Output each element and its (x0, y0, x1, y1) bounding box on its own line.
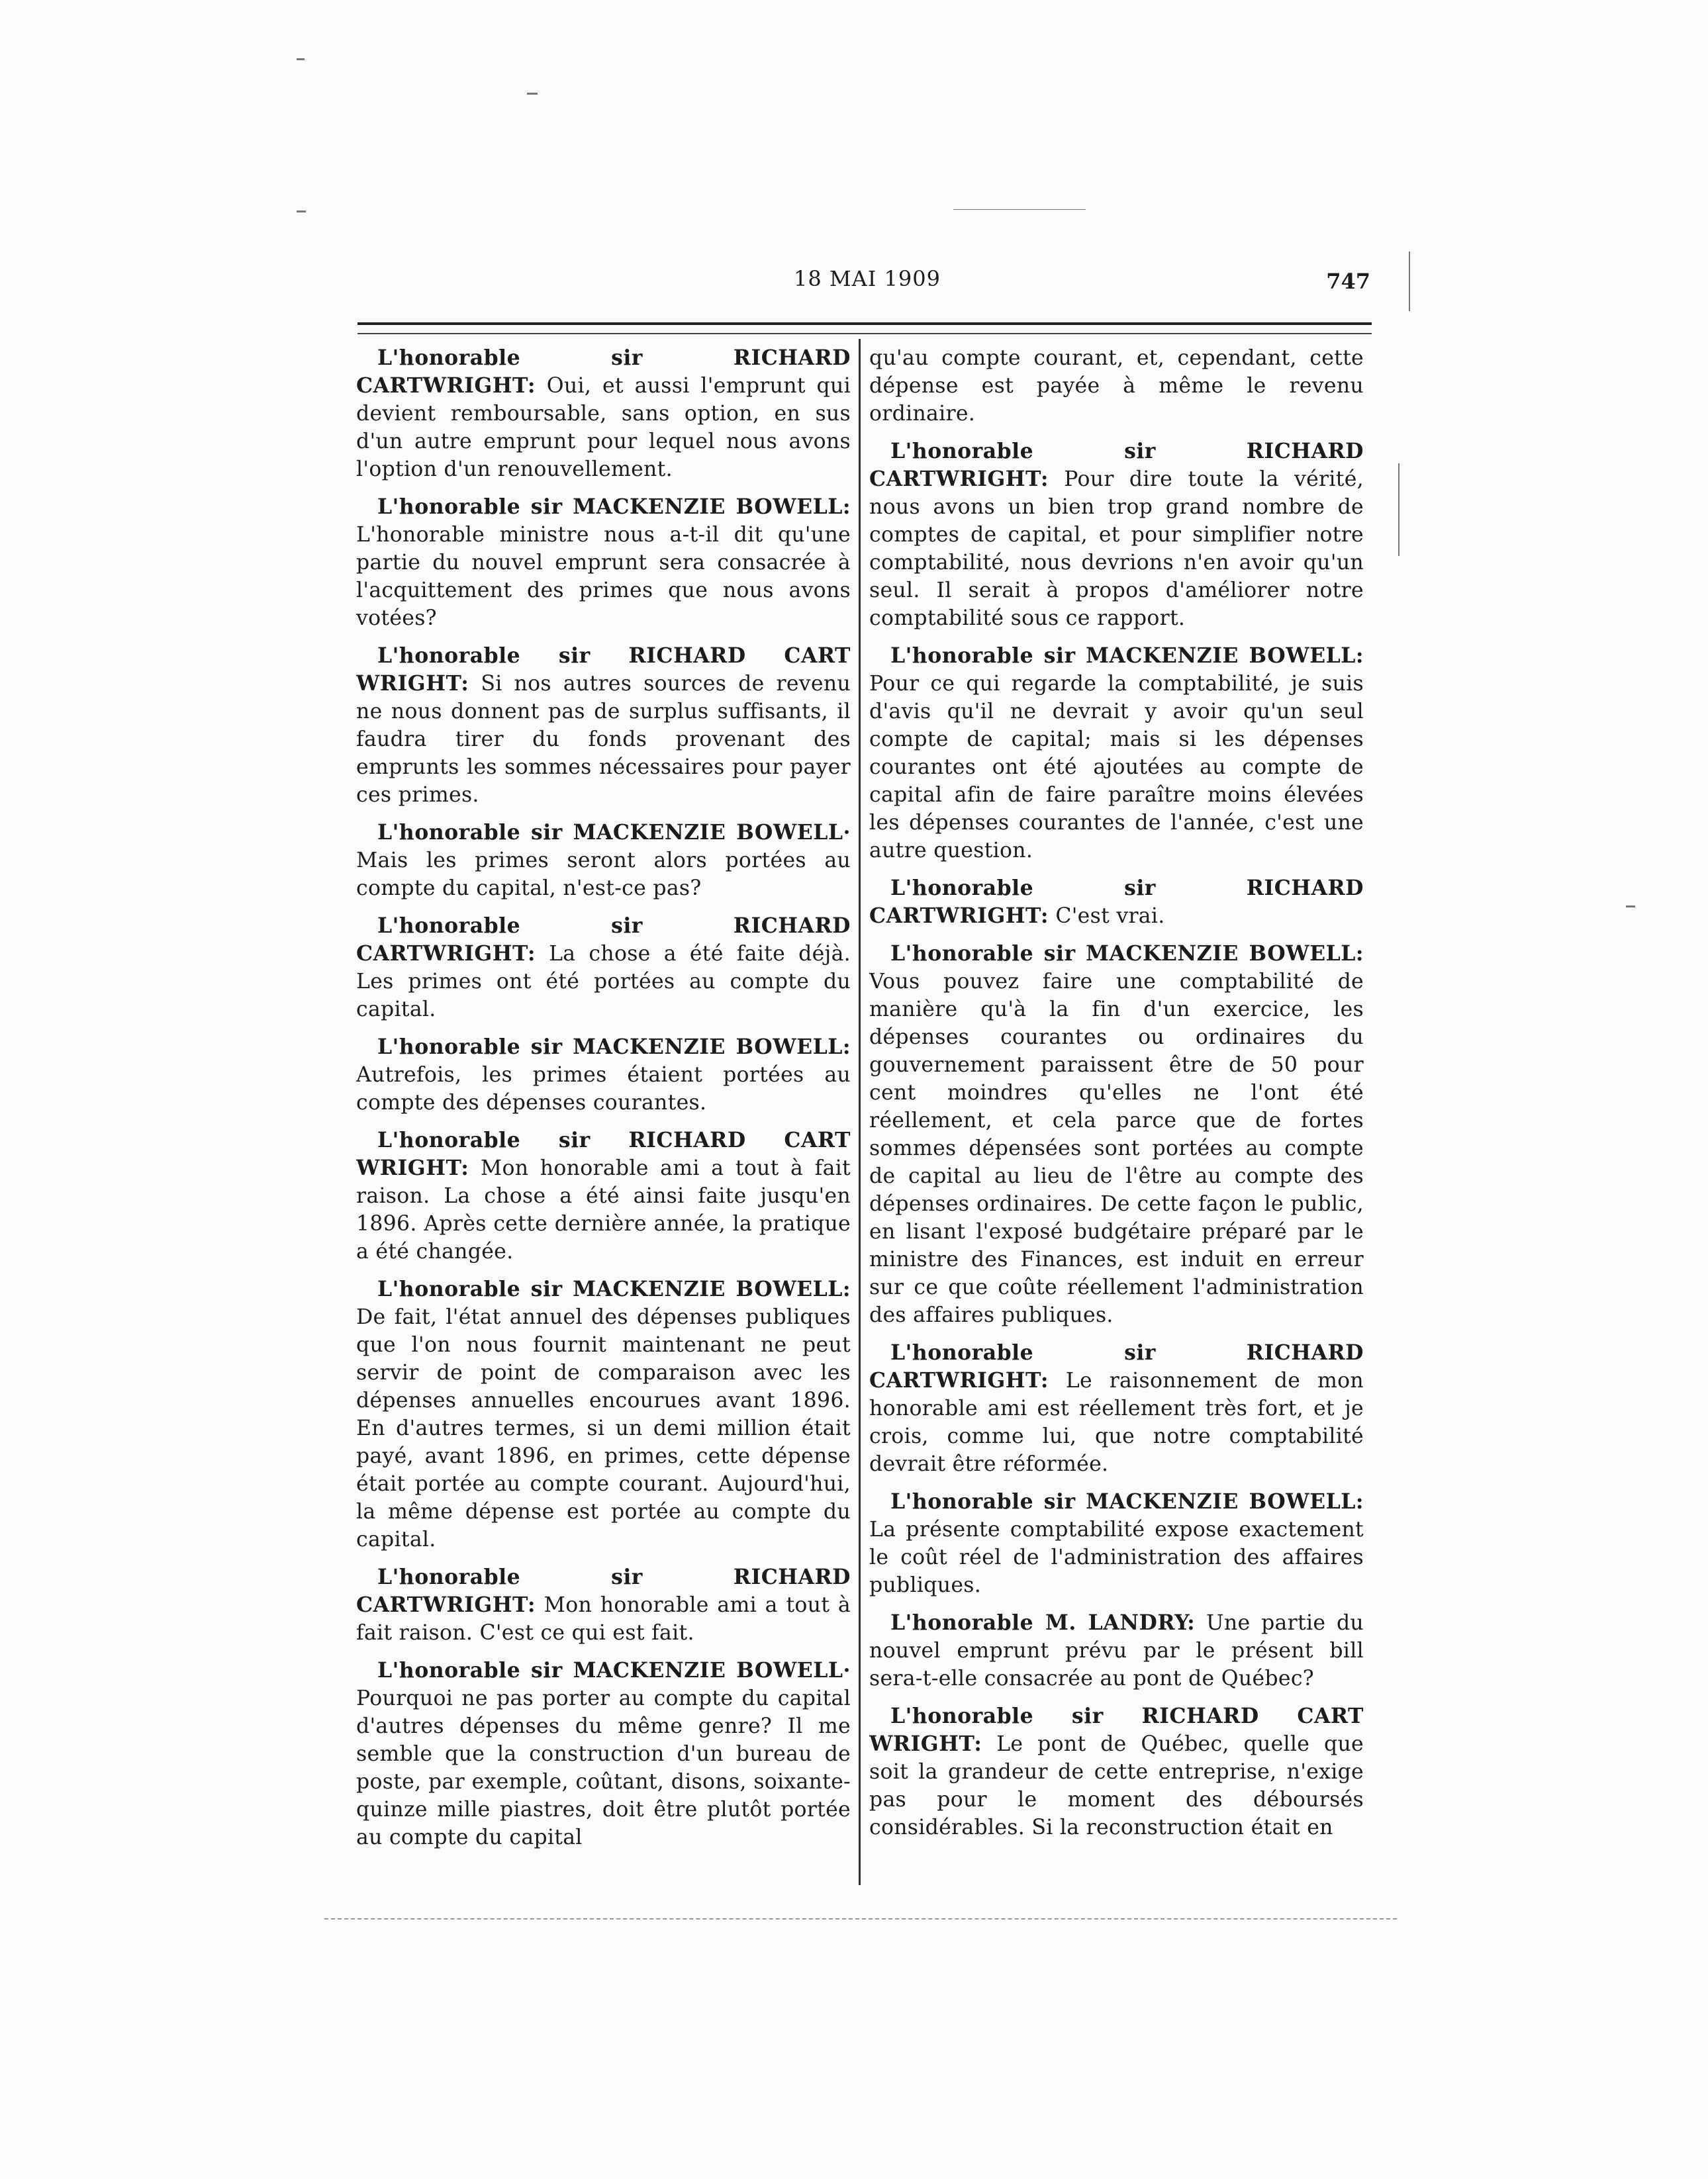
paragraph-text: De fait, l'état annuel des dépenses publiques que l'on nous fournit maintenant ne peut servir de point de comparaison avec les dépenses annuelles encourues avant 1896. En d'autres termes, si un demi million était payé, avant 1896, en primes, cette dépense était portée au compte courant. Aujourd'hui, la même dépense est portée au compte du capital. (356, 1305, 851, 1552)
speaker-name: L'honorable sir MACKENZIE BOWELL· (377, 820, 851, 845)
speaker-name: L'honorable sir MACKENZIE BOWELL: (890, 1489, 1364, 1514)
paragraph-text: Pour dire toute la vérité, nous avons un bien trop grand nombre de comptes de capital, et pour simplifier notre comptabilité, nous devrions n'en avoir qu'un seul. Il serait à propos d'améliorer notre comptabilité sous ce rapport. (869, 467, 1364, 630)
speaker-name: L'honorable sir RICHARD CARTWRIGHT: (356, 1565, 851, 1617)
text-columns (356, 344, 1372, 1880)
paragraph-text: Pourquoi ne pas porter au compte du capital d'autres dépenses du même genre? Il me semble que la construction d'un bureau de poste, par exemple, coûtant, disons, soixante-quinze mille piastres, doit être plutôt portée au compte du capital (356, 1687, 851, 1849)
right-column (869, 344, 1364, 1880)
paragraph (356, 819, 851, 902)
paragraph-text: Pour ce qui regarde la comptabilité, je suis d'avis qu'il ne devrait y avoir qu'un seul compte de capital; mais si les dépenses courantes ont été ajoutées au compte de capital afin de faire paraître moins élevées les dépenses courantes de l'année, c'est une autre question. (869, 672, 1364, 862)
paragraph (869, 1339, 1364, 1478)
speaker-name: L'honorable sir MACKENZIE BOWELL· (377, 1658, 851, 1683)
paragraph-text: Mais les primes seront alors portées au compte du capital, n'est-ce pas? (356, 849, 851, 900)
speaker-name: L'honorable sir RICHARD CARTWRIGHT: (869, 876, 1364, 928)
speaker-name: L'honorable sir MACKENZIE BOWELL: (377, 1035, 851, 1059)
scan-speck (297, 58, 305, 60)
paragraph (869, 1488, 1364, 1599)
paragraph (356, 1033, 851, 1117)
paragraph-text: Le raisonnement de mon honorable ami est réellement très fort, et je crois, comme lui, que notre comptabilité devrait être réformée. (869, 1369, 1364, 1476)
scan-speck (527, 93, 538, 95)
paragraph-text: Mon honorable ami a tout à fait raison. La chose a été ainsi faite jusqu'en 1896. Après cette dernière année, la pratique a été changée. (356, 1156, 851, 1264)
scan-speck (953, 209, 1086, 210)
paragraph (869, 642, 1364, 864)
speaker-name: L'honorable sir RICHARD CARTWRIGHT: (356, 346, 851, 398)
paragraph-text: La présente comptabilité expose exactement le coût réel de l'administration des affaires publiques. (869, 1518, 1364, 1597)
left-column (356, 344, 851, 1880)
paragraph-text: Une partie du nouvel emprunt prévu par le présent bill sera-t-elle consacrée au pont de Québec? (869, 1611, 1364, 1691)
paragraph-text: Le pont de Québec, quelle que soit la grandeur de cette entreprise, n'exige pas pour le moment des déboursés considérables. Si la reconstruction était en (869, 1732, 1364, 1839)
bottom-rule (324, 1918, 1397, 1920)
paragraph-text: L'honorable ministre nous a-t-il dit qu'une partie du nouvel emprunt sera consacrée à l'acquittement des primes que nous avons votées? (356, 523, 851, 630)
paragraph-text: qu'au compte courant, et, cependant, cette dépense est payée à même le revenu ordinaire. (869, 346, 1364, 426)
column-divider (859, 339, 861, 1885)
paragraph (869, 1702, 1364, 1841)
speaker-name: L'honorable sir RICHARD CART WRIGHT: (869, 1704, 1364, 1756)
paragraph (869, 874, 1364, 930)
paragraph (869, 438, 1364, 632)
paragraph-text: Mon honorable ami a tout à fait raison. C'est ce qui est fait. (356, 1593, 851, 1645)
paragraph (869, 940, 1364, 1329)
paragraph (356, 1275, 851, 1553)
speaker-name: L'honorable sir RICHARD CARTWRIGHT: (356, 913, 851, 966)
speaker-name: L'honorable sir RICHARD CARTWRIGHT: (869, 439, 1364, 491)
speaker-name: L'honorable M. LANDRY: (890, 1610, 1196, 1635)
speaker-name: L'honorable sir MACKENZIE BOWELL: (890, 941, 1364, 966)
paragraph (869, 1609, 1364, 1692)
paragraph (356, 1127, 851, 1266)
speaker-name: L'honorable sir RICHARD CART WRIGHT: (356, 1128, 851, 1180)
speaker-name: L'honorable sir MACKENZIE BOWELL: (890, 643, 1364, 668)
paragraph-text: Oui, et aussi l'emprunt qui devient remboursable, sans option, en sus d'un autre emprunt pour lequel nous avons l'option d'un renouvellement. (356, 374, 851, 481)
paragraph-text: C'est vrai. (1055, 904, 1165, 928)
scan-speck (1409, 252, 1410, 311)
paragraph (356, 493, 851, 632)
speaker-name: L'honorable sir RICHARD CART WRIGHT: (356, 643, 851, 696)
scan-speck (1398, 463, 1400, 556)
speaker-name: L'honorable sir MACKENZIE BOWELL: (377, 494, 851, 519)
speaker-name: L'honorable sir MACKENZIE BOWELL: (377, 1277, 851, 1301)
scan-speck (1626, 905, 1635, 907)
speaker-name: L'honorable sir RICHARD CARTWRIGHT: (869, 1340, 1364, 1393)
page-number: 747 (1326, 269, 1370, 294)
paragraph-text: Autrefois, les primes étaient portées au compte des dépenses courantes. (356, 1063, 851, 1115)
paragraph (356, 344, 851, 483)
paragraph (356, 912, 851, 1023)
paragraph (356, 1563, 851, 1647)
paragraph-text: Vous pouvez faire une comptabilité de manière qu'à la fin d'un exercice, les dépenses courantes ou ordinaires du gouvernement paraissent être de 50 pour cent moindres qu'elles ne l'ont été réellement, et cela parce que de fortes sommes dépensées sont portées au compte de capital au lieu de l'être au compte des dépenses ordinaires. De cette façon le public, en lisant l'exposé budgétaire préparé par le ministre des Finances, est induit en erreur sur ce que coûte réellement l'administration des affaires publiques. (869, 970, 1364, 1327)
header-rule (357, 322, 1372, 334)
page-header (357, 266, 1377, 306)
scan-speck (297, 210, 306, 212)
paragraph-text: La chose a été faite déjà. Les primes ont été portées au compte du capital. (356, 942, 851, 1021)
paragraph-text: Si nos autres sources de revenu ne nous donnent pas de surplus suffisants, il faudra tirer du fonds provenant des emprunts les sommes nécessaires pour payer ces primes. (356, 672, 851, 807)
paragraph (356, 642, 851, 809)
header-date: 18 MAI 1909 (793, 266, 941, 291)
paragraph (356, 1657, 851, 1851)
paragraph-continuation (869, 344, 1364, 428)
